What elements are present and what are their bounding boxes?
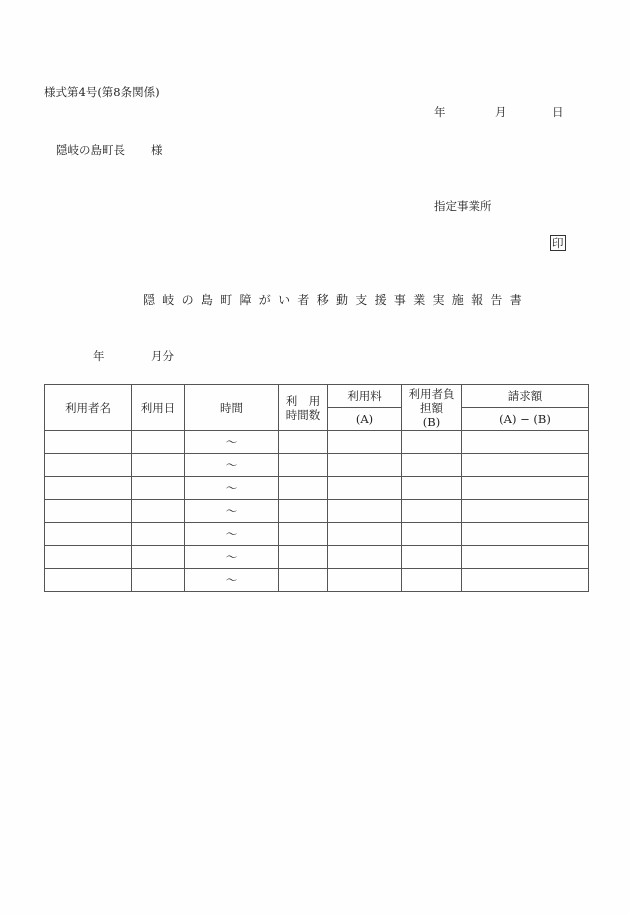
time-cell[interactable]: ～ (185, 431, 279, 454)
addressee-name: 隠岐の島町長 (56, 143, 125, 157)
empty-cell[interactable] (402, 546, 462, 569)
addressee-honorific: 様 (151, 143, 163, 157)
empty-cell[interactable] (402, 569, 462, 592)
empty-cell[interactable] (132, 454, 185, 477)
time-cell[interactable]: ～ (185, 477, 279, 500)
empty-cell[interactable] (328, 523, 402, 546)
empty-cell[interactable] (132, 477, 185, 500)
form-number: 様式第4号(第8条関係) (44, 85, 160, 99)
empty-cell[interactable] (328, 431, 402, 454)
empty-cell[interactable] (45, 546, 132, 569)
header-time: 時間 (185, 385, 279, 431)
empty-cell[interactable] (462, 546, 589, 569)
empty-cell[interactable] (132, 546, 185, 569)
empty-cell[interactable] (462, 569, 589, 592)
date-day: 日 (552, 105, 564, 119)
header-burden-sub: (B) (422, 414, 441, 429)
office-label: 指定事業所 (434, 199, 492, 213)
empty-cell[interactable] (279, 500, 328, 523)
header-user-name: 利用者名 (45, 385, 132, 431)
empty-cell[interactable] (45, 500, 132, 523)
empty-cell[interactable] (132, 523, 185, 546)
empty-cell[interactable] (45, 431, 132, 454)
empty-cell[interactable] (279, 546, 328, 569)
empty-cell[interactable] (462, 523, 589, 546)
empty-cell[interactable] (402, 523, 462, 546)
table-row (45, 523, 589, 546)
time-cell[interactable]: ～ (185, 523, 279, 546)
empty-cell[interactable] (279, 477, 328, 500)
empty-cell[interactable] (328, 500, 402, 523)
empty-cell[interactable] (402, 431, 462, 454)
time-cell[interactable]: ～ (185, 454, 279, 477)
table-row (45, 477, 589, 500)
header-hours-line1: 利 用 (285, 393, 321, 408)
empty-cell[interactable] (462, 500, 589, 523)
empty-cell[interactable] (45, 523, 132, 546)
empty-cell[interactable] (279, 569, 328, 592)
header-fee-sub: (A) (328, 408, 402, 431)
empty-cell[interactable] (462, 431, 589, 454)
document-title: 隠岐の島町障がい者移動支援事業実施報告書 (143, 293, 530, 307)
empty-cell[interactable] (132, 431, 185, 454)
empty-cell[interactable] (279, 523, 328, 546)
header-claim: 請求額 (462, 385, 589, 408)
header-burden-line1: 利用者負 (408, 386, 455, 401)
empty-cell[interactable] (45, 477, 132, 500)
header-hours (279, 385, 328, 431)
seal-mark: 印 (552, 236, 564, 250)
empty-cell[interactable] (328, 477, 402, 500)
empty-cell[interactable] (132, 500, 185, 523)
table-row (45, 431, 589, 454)
empty-cell[interactable] (402, 500, 462, 523)
empty-cell[interactable] (328, 546, 402, 569)
empty-cell[interactable] (45, 569, 132, 592)
period-month: 月分 (151, 349, 174, 363)
empty-cell[interactable] (462, 477, 589, 500)
header-use-date: 利用日 (132, 385, 185, 431)
empty-cell[interactable] (402, 477, 462, 500)
report-table (44, 384, 589, 592)
date-month: 月 (495, 105, 507, 119)
table-row (45, 546, 589, 569)
header-burden-line2: 担額 (420, 400, 443, 415)
empty-cell[interactable] (328, 454, 402, 477)
header-hours-line2: 時間数 (285, 407, 321, 422)
header-burden (402, 385, 462, 431)
header-claim-sub: (A) − (B) (462, 408, 589, 431)
empty-cell[interactable] (328, 569, 402, 592)
time-cell[interactable]: ～ (185, 546, 279, 569)
date-year: 年 (434, 105, 446, 119)
time-cell[interactable]: ～ (185, 500, 279, 523)
time-cell[interactable]: ～ (185, 569, 279, 592)
empty-cell[interactable] (45, 454, 132, 477)
empty-cell[interactable] (462, 454, 589, 477)
table-row (45, 500, 589, 523)
empty-cell[interactable] (132, 569, 185, 592)
header-fee: 利用料 (328, 385, 402, 408)
empty-cell[interactable] (279, 454, 328, 477)
period-year: 年 (93, 349, 105, 363)
table-row (45, 454, 589, 477)
empty-cell[interactable] (279, 431, 328, 454)
table-row (45, 569, 589, 592)
empty-cell[interactable] (402, 454, 462, 477)
